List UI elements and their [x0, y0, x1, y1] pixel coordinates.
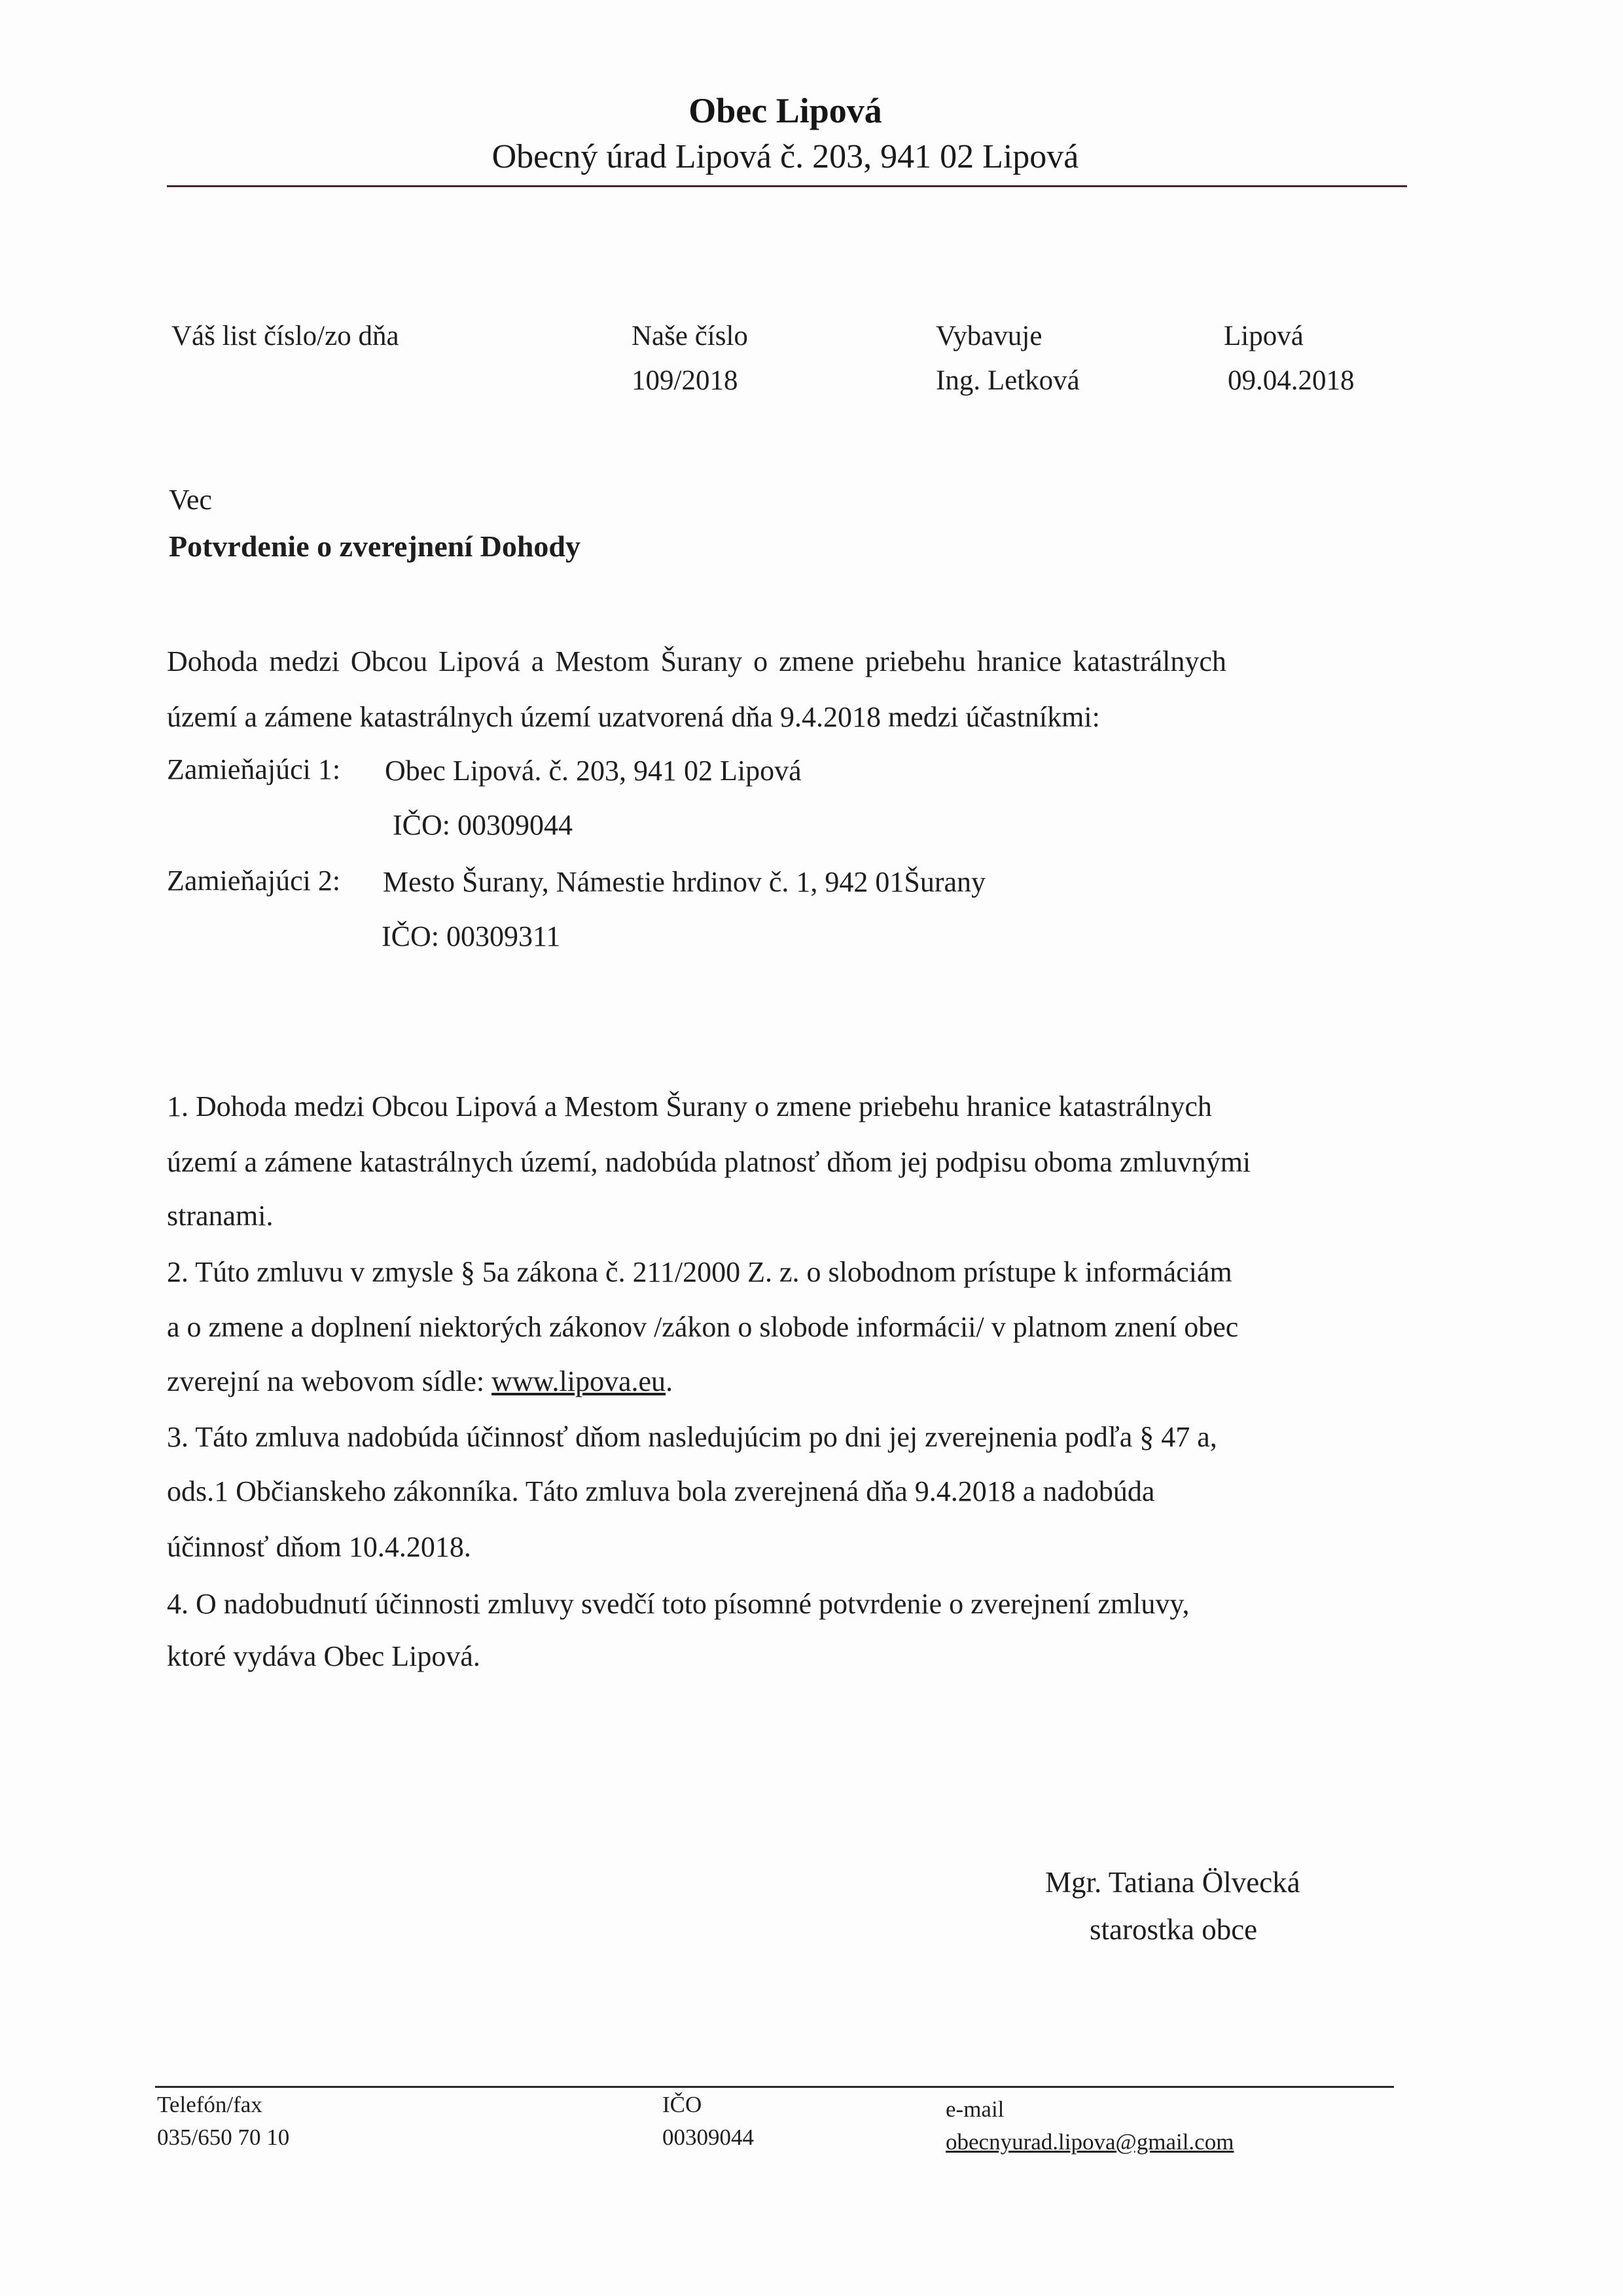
footer-phone-block: [157, 2089, 289, 2154]
party-2-ico: IČO: 00309311: [382, 920, 561, 952]
point-4-line-2: ktoré vydáva Obec Lipová.: [167, 1640, 480, 1672]
point-1-line-3: stranami.: [167, 1200, 274, 1232]
intro-line-2: území a zámene katastrálnych území uzatvorená dňa 9.4.2018 medzi účastníkmi:: [167, 701, 1100, 733]
website-link[interactable]: www.lipova.eu: [491, 1365, 666, 1397]
handled-by-block: [936, 314, 1080, 403]
handled-by-label: Vybavuje: [936, 321, 1043, 351]
subject-label: Vec: [169, 484, 212, 516]
footer-ico-block: [662, 2089, 754, 2154]
point-3-line-2: ods.1 Občianskeho zákonníka. Táto zmluva bola zverejnená dňa 9.4.2018 a nadobúda: [167, 1475, 1155, 1507]
point-2-line-1: 2. Túto zmluvu v zmysle § 5a zákona č. 211/2000 Z. z. o slobodnom prístupe k informáciám: [167, 1256, 1232, 1288]
place: Lipová: [1224, 321, 1304, 351]
handled-by: Ing. Letková: [936, 365, 1080, 396]
point-2-line-3-prefix: zverejní na webovom sídle:: [167, 1365, 492, 1397]
footer-email-label: e-mail: [946, 2096, 1005, 2122]
your-letter-label: Váš list číslo/zo dňa: [171, 321, 399, 351]
point-2-line-2: a o zmene a doplnení niektorých zákonov /zákon o slobode informácii/ v platnom znení obec: [167, 1311, 1239, 1343]
footer-ico: 00309044: [662, 2125, 754, 2150]
point-3-line-1: 3. Táto zmluva nadobúda účinnosť dňom nasledujúcim po dni jej zverejnenia podľa § 47 a,: [167, 1421, 1217, 1453]
header-divider: [167, 185, 1407, 187]
party-2-label: Zamieňajúci 2:: [167, 865, 341, 897]
footer-email-block: [946, 2093, 1234, 2159]
party-2-name: Mesto Šurany, Námestie hrdinov č. 1, 942 01Šurany: [383, 866, 986, 898]
intro-line-1: Dohoda medzi Obcou Lipová a Mestom Šurany o zmene priebehu hranice katastrálnych: [167, 645, 1226, 677]
municipality-title: Obec Lipová: [688, 91, 882, 130]
footer-email-link[interactable]: obecnyurad.lipova@gmail.com: [946, 2129, 1234, 2155]
party-1-label: Zamieňajúci 1:: [167, 753, 341, 785]
footer-phone: 035/650 70 10: [157, 2125, 290, 2150]
footer-phone-label: Telefón/fax: [157, 2092, 262, 2117]
point-2-line-3-suffix: .: [666, 1365, 673, 1397]
point-2-line-3: [167, 1365, 673, 1398]
signatory-name: Mgr. Tatiana Ölvecká: [1045, 1866, 1300, 1899]
subject-title: Potvrdenie o zverejnení Dohody: [169, 529, 581, 563]
our-number: 109/2018: [632, 365, 738, 396]
office-address: Obecný úrad Lipová č. 203, 941 02 Lipová: [491, 138, 1079, 175]
party-1-name: Obec Lipová. č. 203, 941 02 Lipová: [385, 755, 802, 787]
point-1-line-1: 1. Dohoda medzi Obcou Lipová a Mestom Šurany o zmene priebehu hranice katastrálnych: [167, 1090, 1212, 1122]
point-1-line-2: území a zámene katastrálnych území, nadobúda platnosť dňom jej podpisu oboma zmluvnými: [167, 1146, 1251, 1178]
our-number-block: [632, 314, 748, 403]
our-number-label: Naše číslo: [632, 321, 748, 351]
signatory-role: starostka obce: [1090, 1913, 1258, 1946]
place-date-block: [1224, 314, 1355, 403]
point-4-line-1: 4. O nadobudnutí účinnosti zmluvy svedčí toto písomné potvrdenie o zverejnení zmluvy,: [167, 1588, 1190, 1620]
date: 09.04.2018: [1228, 365, 1355, 396]
point-3-line-3: účinnosť dňom 10.4.2018.: [167, 1531, 471, 1563]
footer-ico-label: IČO: [662, 2092, 702, 2117]
footer-divider: [155, 2086, 1394, 2088]
party-1-ico: IČO: 00309044: [393, 809, 573, 841]
